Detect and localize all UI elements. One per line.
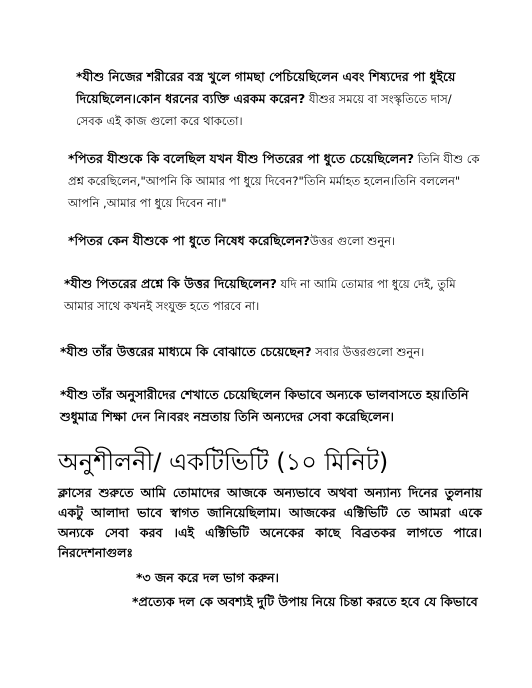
question-3 bbox=[68, 230, 480, 252]
question-2-text: *পিতর যীশুকে কি বলেছিল যখন যীশু পিতরের পা ধুতে চেয়েছিলেন? bbox=[68, 151, 414, 166]
question-6 bbox=[60, 384, 480, 428]
activity-intro: ক্লাসের শুরুতে আমি তোমাদের আজকে অন্যভাবে অথবা অন্যান্য দিনের তুলনায় একটু আলাদা ভাবে স্বাগত জানিয়েছিলাম। আজকের এক্টিভিটি তে আমরা একে অন্যকে সেবা করব ।এই এক্টিভিটি অনেকের কাছে বিব্রতকর লাগতে পারে।নিরদেশনাগুলঃ bbox=[58, 485, 482, 560]
activity-heading: অনুশীলনী/ একটিভিটি (১০ মিনিট) bbox=[58, 448, 389, 476]
question-4 bbox=[64, 273, 476, 317]
question-5-answer: সবার উত্তরগুলো শুনুন। bbox=[311, 345, 425, 359]
question-4-answer: যদি না আমি তোমার পা ধুয়ে দেই, তুমি আমার সাথে কখনই সংযুক্ত হতে পারবে না। bbox=[64, 277, 456, 313]
question-5 bbox=[60, 341, 480, 363]
activity-step-2: *প্রত্যেক দল কে অবশ্যই দুটি উপায় নিয়ে চিন্তা করতে হবে যে কিভাবে bbox=[132, 594, 478, 609]
question-2 bbox=[68, 148, 480, 214]
question-2-answer: তিনি যীশু কে প্রশ্ন করেছিলেন,"আপনি কি আমার পা ধুয়ে দিবেন?"তিনি মর্মাহত হলেন।তিনি বললেন" আপনি ,আমার পা ধুয়ে দিবেন না।" bbox=[68, 152, 480, 210]
question-1 bbox=[76, 66, 476, 132]
question-4-text: *যীশু পিতরের প্রশ্নে কি উত্তর দিয়েছিলেন? bbox=[64, 276, 277, 291]
question-6-text: *যীশু তাঁর অনুসারীদের শেখাতে চেয়েছিলেন কিভাবে অন্যকে ভালবাসতে হয়।তিনি শুধুমাত্র শিক্ষা দেন নি।বরং নম্রতায় তিনি অন্যদের সেবা করেছিলেন। bbox=[60, 387, 469, 424]
question-5-text: *যীশু তাঁর উত্তরের মাধ্যমে কি বোঝাতে চেয়েছেন? bbox=[60, 344, 312, 359]
question-3-text: *পিতর কেন যীশুকে পা ধুতে নিষেধ করেছিলেন? bbox=[68, 233, 310, 248]
question-3-answer: উত্তর গুলো শুনুন। bbox=[309, 234, 396, 248]
activity-step-1: *৩ জন করে দল ভাগ করুন। bbox=[136, 570, 279, 585]
question-1-text: *যীশু নিজের শরীরের বস্ত্র খুলে গামছা পেচিয়েছিলেন এবং শিষ্যদের পা ধুইয়ে দিয়েছিলেন।কোন ধরনের ব্যক্তি এরকম করেন? bbox=[76, 69, 456, 106]
question-1-answer: যীশুর সময়ে বা সংস্কৃতিতে দাস/সেবক এই কাজ গুলো করে থাকতো। bbox=[76, 92, 452, 128]
